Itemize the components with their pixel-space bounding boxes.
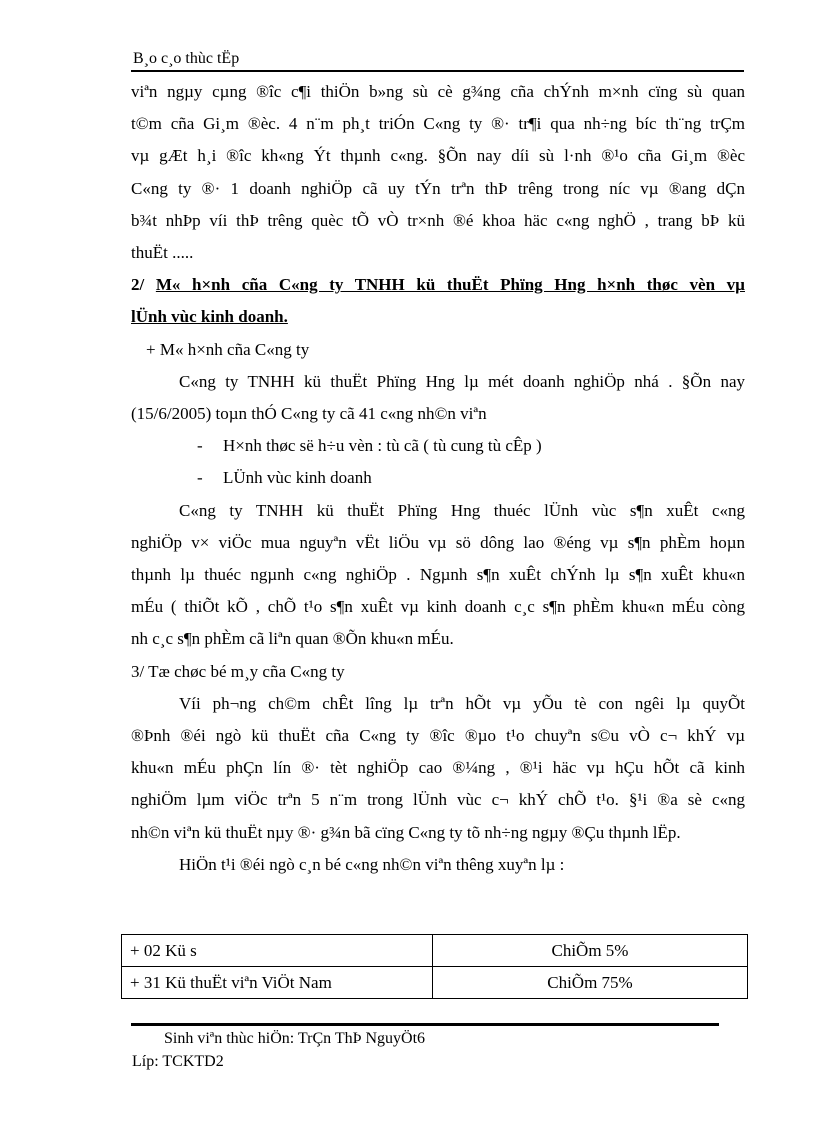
staff-table — [121, 934, 748, 999]
page-header-title: B¸o c¸o thùc tËp — [133, 50, 240, 67]
table-row — [122, 967, 748, 999]
dash-marker: - — [197, 468, 203, 488]
table-cell-share: ChiÕm 5% — [433, 935, 748, 967]
section-2-title-line1: M« h×nh cña C«ng ty TNHH kü thuËt Phïng Hng h×nh thøc vèn vµ — [155, 275, 745, 295]
body-line: khu«n mÉu phÇn lín ®· tèt nghiÖp cao ®¼ng , ®¹i häc vµ hÇu hÕt cã kinh — [131, 758, 745, 778]
list-item-text: LÜnh vùc kinh doanh — [223, 468, 372, 488]
body-line: viªn ngµy cµng ®îc c¶i thiÖn b»ng sù cè g¾ng cña chÝnh m×nh cïng sù quan — [131, 82, 745, 101]
model-heading: + M« h×nh cña C«ng ty — [146, 339, 310, 359]
section-2-title-line2: lÜnh vùc kinh doanh. — [131, 307, 288, 327]
body-line: mÉu ( thiÕt kÕ , chÕ t¹o s¶n xuÊt vµ kinh doanh c¸c s¶n phÈm khu«n mÉu còng — [131, 597, 745, 617]
dash-marker: - — [197, 436, 203, 456]
body-line: thuËt ..... — [131, 243, 194, 263]
body-line: t©m cña Gi¸m ®èc. 4 n¨m ph¸t triÓn C«ng ty ®· tr¶i qua nh÷ng bíc th¨ng trÇm — [131, 114, 745, 134]
body-line: C«ng ty TNHH kü thuËt Phïng Hng thuéc lÜnh vùc s¶n xuÊt c«ng — [179, 500, 745, 520]
body-line: thµnh lµ thuéc ngµnh c«ng nghiÖp . Ngµnh s¶n xuÊt chÝnh lµ s¶n xuÊt khu«n — [131, 565, 745, 585]
document-body — [131, 76, 745, 881]
section-2-number: 2/ — [131, 275, 156, 295]
body-line: nghiÖm lµm viÖc trªn 5 n¨m trong lÜnh vùc c¬ khÝ chÕ t¹o. §¹i ®a sè c«ng — [131, 790, 745, 810]
table-cell-item: + 02 Kü s — [122, 935, 433, 967]
body-line: Víi ph¬ng ch©m chÊt lîng lµ trªn hÕt vµ yÕu tè con ngêi lµ quyÕt — [179, 693, 745, 713]
body-line: C«ng ty TNHH kü thuËt Phïng Hng lµ mét doanh nghiÖp nhá . §Õn nay — [179, 371, 745, 391]
body-line: HiÖn t¹i ®éi ngò c¸n bé c«ng nh©n viªn thêng xuyªn lµ : — [179, 854, 565, 874]
body-line: vµ gÆt h¸i ®îc kh«ng Ýt thµnh c«ng. §Õn nay díi sù l·nh ®¹o cña Gi¸m ®èc — [131, 146, 745, 166]
table-row — [122, 935, 748, 967]
section-2-heading — [131, 269, 745, 301]
footer-rule — [131, 1023, 719, 1026]
list-item — [131, 462, 745, 494]
footer-student: Sinh viªn thùc hiÖn: TrÇn ThÞ NguyÖt6 — [164, 1030, 426, 1047]
list-item-text: H×nh thøc së h÷u vèn : tù cã ( tù cung tù cÊp ) — [223, 436, 542, 456]
body-line: ®Þnh ®éi ngò kü thuËt cña C«ng ty ®îc ®µo t¹o chuyªn s©u vÒ c¬ khÝ vµ — [131, 726, 745, 746]
section-2-heading-cont — [131, 301, 745, 333]
table-cell-share: ChiÕm 75% — [433, 967, 748, 999]
list-item — [131, 430, 745, 462]
section-3-heading: 3/ Tæ chøc bé m¸y cña C«ng ty — [131, 661, 345, 681]
body-line: (15/6/2005) toµn thÓ C«ng ty cã 41 c«ng nh©n viªn — [131, 404, 487, 424]
table-cell-item: + 31 Kü thuËt viªn ViÖt Nam — [122, 967, 433, 999]
body-line: b¾t nhÞp víi thÞ trêng quèc tÕ vÒ tr×nh ®é khoa häc c«ng nghÖ , trang bÞ kü — [131, 210, 745, 230]
header-rule — [131, 70, 744, 72]
body-line: C«ng ty ®· 1 doanh nghiÖp cã uy tÝn trªn thÞ trêng trong níc vµ ®ang dÇn — [131, 178, 745, 198]
body-line: nh©n viªn kü thuËt nµy ®· g¾n bã cïng C«ng ty tõ nh÷ng ngµy ®Çu thµnh lËp. — [131, 822, 681, 842]
body-line: nh c¸c s¶n phÈm cã liªn quan ®Õn khu«n mÉu. — [131, 629, 454, 649]
body-line: nghiÖp v× viÖc mua nguyªn vËt liÖu vµ sö dông lao ®éng vµ s¶n phÈm hoµn — [131, 532, 745, 552]
footer-class: Líp: TCKTD2 — [132, 1053, 224, 1070]
